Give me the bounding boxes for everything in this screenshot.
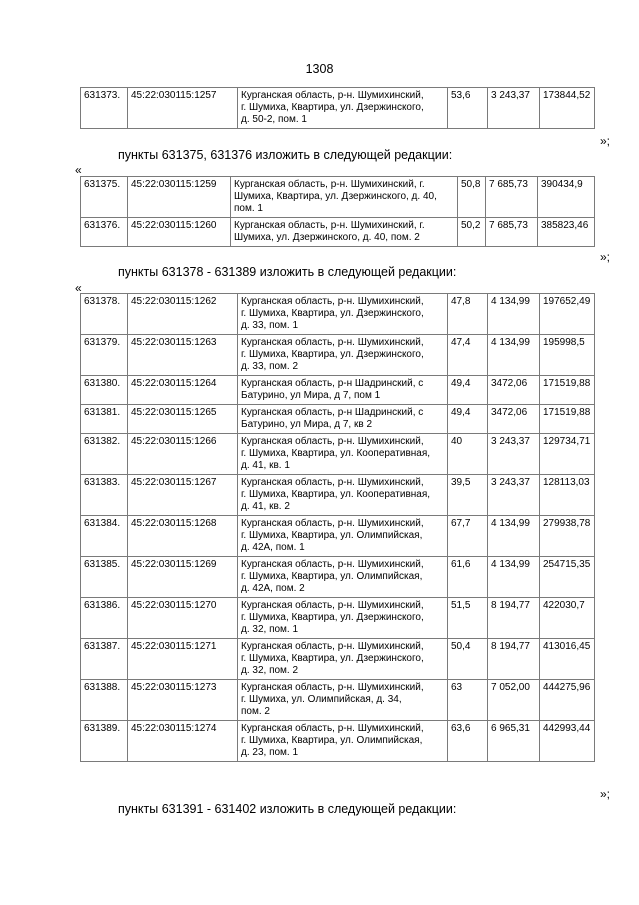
cadastral-value-cell: 413016,45 xyxy=(540,639,595,680)
row-number-cell: 631389. xyxy=(81,721,128,762)
address-line: Курганская область, р-н. Шумихинский, xyxy=(241,559,424,570)
address-line: д. 41, кв. 1 xyxy=(241,460,290,471)
row-number-cell: 631376. xyxy=(81,218,128,247)
address-line: Батурино, ул Мира, д 7, пом 1 xyxy=(241,390,381,401)
row-number-cell: 631381. xyxy=(81,405,128,434)
address-cell xyxy=(238,405,448,434)
rate-cell: 3472,06 xyxy=(488,405,540,434)
row-number-cell: 631378. xyxy=(81,294,128,335)
cadastral-value-cell: 442993,44 xyxy=(540,721,595,762)
table-2-body xyxy=(81,177,595,247)
opening-quote-2: « xyxy=(75,281,82,295)
cadastral-value-cell: 390434,9 xyxy=(538,177,595,218)
table-row xyxy=(81,434,595,475)
table-row xyxy=(81,598,595,639)
table-row xyxy=(81,557,595,598)
address-line: д. 32, пом. 1 xyxy=(241,624,299,635)
address-line: Курганская область, р-н Шадринский, с xyxy=(241,407,424,418)
area-cell: 47,4 xyxy=(448,335,488,376)
table-row xyxy=(81,516,595,557)
address-line: Курганская область, р-н. Шумихинский, г. xyxy=(234,179,425,190)
row-number-cell: 631373. xyxy=(81,88,128,129)
area-cell: 50,4 xyxy=(448,639,488,680)
rate-cell: 3472,06 xyxy=(488,376,540,405)
row-number-cell: 631380. xyxy=(81,376,128,405)
cadastral-number-cell: 45:22:030115:1263 xyxy=(128,335,238,376)
row-number-cell: 631375. xyxy=(81,177,128,218)
cadastral-value-cell: 422030,7 xyxy=(540,598,595,639)
area-cell: 49,4 xyxy=(448,405,488,434)
property-table-1 xyxy=(80,87,595,129)
rate-cell: 3 243,37 xyxy=(488,88,540,129)
address-line: г. Шумиха, Квартира, ул. Олимпийская, xyxy=(241,571,423,582)
area-cell: 40 xyxy=(448,434,488,475)
cadastral-number-cell: 45:22:030115:1260 xyxy=(128,218,231,247)
rate-cell: 4 134,99 xyxy=(488,335,540,376)
address-cell xyxy=(238,88,448,129)
area-cell: 51,5 xyxy=(448,598,488,639)
address-cell xyxy=(238,557,448,598)
address-line: д. 33, пом. 2 xyxy=(241,361,299,372)
cadastral-value-cell: 195998,5 xyxy=(540,335,595,376)
row-number-cell: 631388. xyxy=(81,680,128,721)
address-line: г. Шумиха, Квартира, ул. Дзержинского, xyxy=(241,612,424,623)
area-cell: 61,6 xyxy=(448,557,488,598)
address-line: д. 32, пом. 2 xyxy=(241,665,299,676)
address-line: г. Шумиха, Квартира, ул. Дзержинского, xyxy=(241,308,424,319)
rate-cell: 3 243,37 xyxy=(488,475,540,516)
rate-cell: 7 685,73 xyxy=(486,218,538,247)
cadastral-value-cell: 171519,88 xyxy=(540,405,595,434)
amendment-paragraph-3: пункты 631391 - 631402 изложить в следующей редакции: xyxy=(118,802,457,816)
row-number-cell: 631384. xyxy=(81,516,128,557)
address-line: Батурино, ул Мира, д 7, кв 2 xyxy=(241,419,373,430)
row-number-cell: 631379. xyxy=(81,335,128,376)
closing-quote-3: »; xyxy=(599,787,610,801)
row-number-cell: 631387. xyxy=(81,639,128,680)
area-cell: 49,4 xyxy=(448,376,488,405)
table-3-body xyxy=(81,294,595,762)
area-cell: 63,6 xyxy=(448,721,488,762)
address-line: Курганская область, р-н. Шумихинский, xyxy=(241,337,424,348)
cadastral-value-cell: 128113,03 xyxy=(540,475,595,516)
rate-cell: 7 685,73 xyxy=(486,177,538,218)
table-row xyxy=(81,475,595,516)
address-line: д. 50-2, пом. 1 xyxy=(241,114,307,125)
rate-cell: 6 965,31 xyxy=(488,721,540,762)
address-cell xyxy=(231,218,458,247)
table-row xyxy=(81,376,595,405)
cadastral-number-cell: 45:22:030115:1269 xyxy=(128,557,238,598)
address-cell xyxy=(238,516,448,557)
cadastral-value-cell: 279938,78 xyxy=(540,516,595,557)
property-table-2 xyxy=(80,176,595,247)
address-cell xyxy=(238,639,448,680)
page-number: 1308 xyxy=(305,62,334,76)
address-line: Курганская область, р-н. Шумихинский, xyxy=(241,723,424,734)
cadastral-number-cell: 45:22:030115:1271 xyxy=(128,639,238,680)
row-number-cell: 631385. xyxy=(81,557,128,598)
address-line: д. 23, пом. 1 xyxy=(241,747,299,758)
address-cell xyxy=(238,475,448,516)
amendment-paragraph-1: пункты 631375, 631376 изложить в следующей редакции: xyxy=(118,148,453,162)
rate-cell: 8 194,77 xyxy=(488,598,540,639)
cadastral-value-cell: 129734,71 xyxy=(540,434,595,475)
address-cell xyxy=(238,434,448,475)
address-line: г. Шумиха, Квартира, ул. Дзержинского, xyxy=(241,102,424,113)
rate-cell: 4 134,99 xyxy=(488,557,540,598)
table-row xyxy=(81,294,595,335)
address-line: г. Шумиха, Квартира, ул. Дзержинского, xyxy=(241,349,424,360)
cadastral-value-cell: 254715,35 xyxy=(540,557,595,598)
area-cell: 63 xyxy=(448,680,488,721)
closing-quote-1: »; xyxy=(599,134,610,148)
address-cell xyxy=(231,177,458,218)
cadastral-number-cell: 45:22:030115:1265 xyxy=(128,405,238,434)
address-line: Курганская область, р-н. Шумихинский, xyxy=(241,682,424,693)
address-line: Курганская область, р-н. Шумихинский, xyxy=(241,477,424,488)
address-line: Курганская область, р-н. Шумихинский, xyxy=(241,518,424,529)
address-cell xyxy=(238,721,448,762)
cadastral-value-cell: 171519,88 xyxy=(540,376,595,405)
address-line: д. 42А, пом. 1 xyxy=(241,542,305,553)
cadastral-number-cell: 45:22:030115:1268 xyxy=(128,516,238,557)
address-line: Курганская область, р-н. Шумихинский, г. xyxy=(234,220,425,231)
address-line: Шумиха, ул. Дзержинского, д. 40, пом. 2 xyxy=(234,232,420,243)
row-number-cell: 631383. xyxy=(81,475,128,516)
table-row xyxy=(81,177,595,218)
address-line: г. Шумиха, Квартира, ул. Кооперативная, xyxy=(241,448,431,459)
area-cell: 39,5 xyxy=(448,475,488,516)
cadastral-number-cell: 45:22:030115:1270 xyxy=(128,598,238,639)
cadastral-number-cell: 45:22:030115:1267 xyxy=(128,475,238,516)
address-line: д. 42А, пом. 2 xyxy=(241,583,305,594)
address-line: д. 41, кв. 2 xyxy=(241,501,290,512)
table-row xyxy=(81,680,595,721)
closing-quote-2: »; xyxy=(599,250,610,264)
rate-cell: 4 134,99 xyxy=(488,294,540,335)
address-line: г. Шумиха, Квартира, ул. Дзержинского, xyxy=(241,653,424,664)
area-cell: 50,8 xyxy=(458,177,486,218)
address-line: Курганская область, р-н. Шумихинский, xyxy=(241,296,424,307)
cadastral-value-cell: 444275,96 xyxy=(540,680,595,721)
address-cell xyxy=(238,598,448,639)
area-cell: 47,8 xyxy=(448,294,488,335)
table-row xyxy=(81,639,595,680)
amendment-paragraph-2: пункты 631378 - 631389 изложить в следующей редакции: xyxy=(118,265,457,279)
address-line: Курганская область, р-н. Шумихинский, xyxy=(241,436,424,447)
area-cell: 50,2 xyxy=(458,218,486,247)
address-cell xyxy=(238,680,448,721)
cadastral-number-cell: 45:22:030115:1266 xyxy=(128,434,238,475)
address-cell xyxy=(238,376,448,405)
address-cell xyxy=(238,294,448,335)
rate-cell: 7 052,00 xyxy=(488,680,540,721)
cadastral-number-cell: 45:22:030115:1264 xyxy=(128,376,238,405)
rate-cell: 3 243,37 xyxy=(488,434,540,475)
cadastral-number-cell: 45:22:030115:1273 xyxy=(128,680,238,721)
address-line: Курганская область, р-н. Шумихинский, xyxy=(241,600,424,611)
table-row xyxy=(81,721,595,762)
address-line: пом. 2 xyxy=(241,706,270,717)
area-cell: 67,7 xyxy=(448,516,488,557)
row-number-cell: 631386. xyxy=(81,598,128,639)
address-line: г. Шумиха, ул. Олимпийская, д. 34, xyxy=(241,694,402,705)
address-line: г. Шумиха, Квартира, ул. Кооперативная, xyxy=(241,489,431,500)
row-number-cell: 631382. xyxy=(81,434,128,475)
address-cell xyxy=(238,335,448,376)
area-cell: 53,6 xyxy=(448,88,488,129)
cadastral-number-cell: 45:22:030115:1259 xyxy=(128,177,231,218)
address-line: Курганская область, р-н. Шумихинский, xyxy=(241,90,424,101)
cadastral-number-cell: 45:22:030115:1274 xyxy=(128,721,238,762)
opening-quote-1: « xyxy=(75,163,82,177)
address-line: д. 33, пом. 1 xyxy=(241,320,299,331)
address-line: г. Шумиха, Квартира, ул. Олимпийская, xyxy=(241,530,423,541)
address-line: пом. 1 xyxy=(234,203,263,214)
cadastral-value-cell: 197652,49 xyxy=(540,294,595,335)
table-row xyxy=(81,218,595,247)
address-line: г. Шумиха, Квартира, ул. Олимпийская, xyxy=(241,735,423,746)
cadastral-number-cell: 45:22:030115:1262 xyxy=(128,294,238,335)
table-row xyxy=(81,405,595,434)
rate-cell: 8 194,77 xyxy=(488,639,540,680)
table-1-body xyxy=(81,88,595,129)
address-line: Шумиха, Квартира, ул. Дзержинского, д. 40, xyxy=(234,191,437,202)
table-row xyxy=(81,335,595,376)
rate-cell: 4 134,99 xyxy=(488,516,540,557)
table-row xyxy=(81,88,595,129)
cadastral-number-cell: 45:22:030115:1257 xyxy=(128,88,238,129)
address-line: Курганская область, р-н. Шумихинский, xyxy=(241,641,424,652)
address-line: Курганская область, р-н Шадринский, с xyxy=(241,378,424,389)
cadastral-value-cell: 173844,52 xyxy=(540,88,595,129)
property-table-3 xyxy=(80,293,595,762)
cadastral-value-cell: 385823,46 xyxy=(538,218,595,247)
